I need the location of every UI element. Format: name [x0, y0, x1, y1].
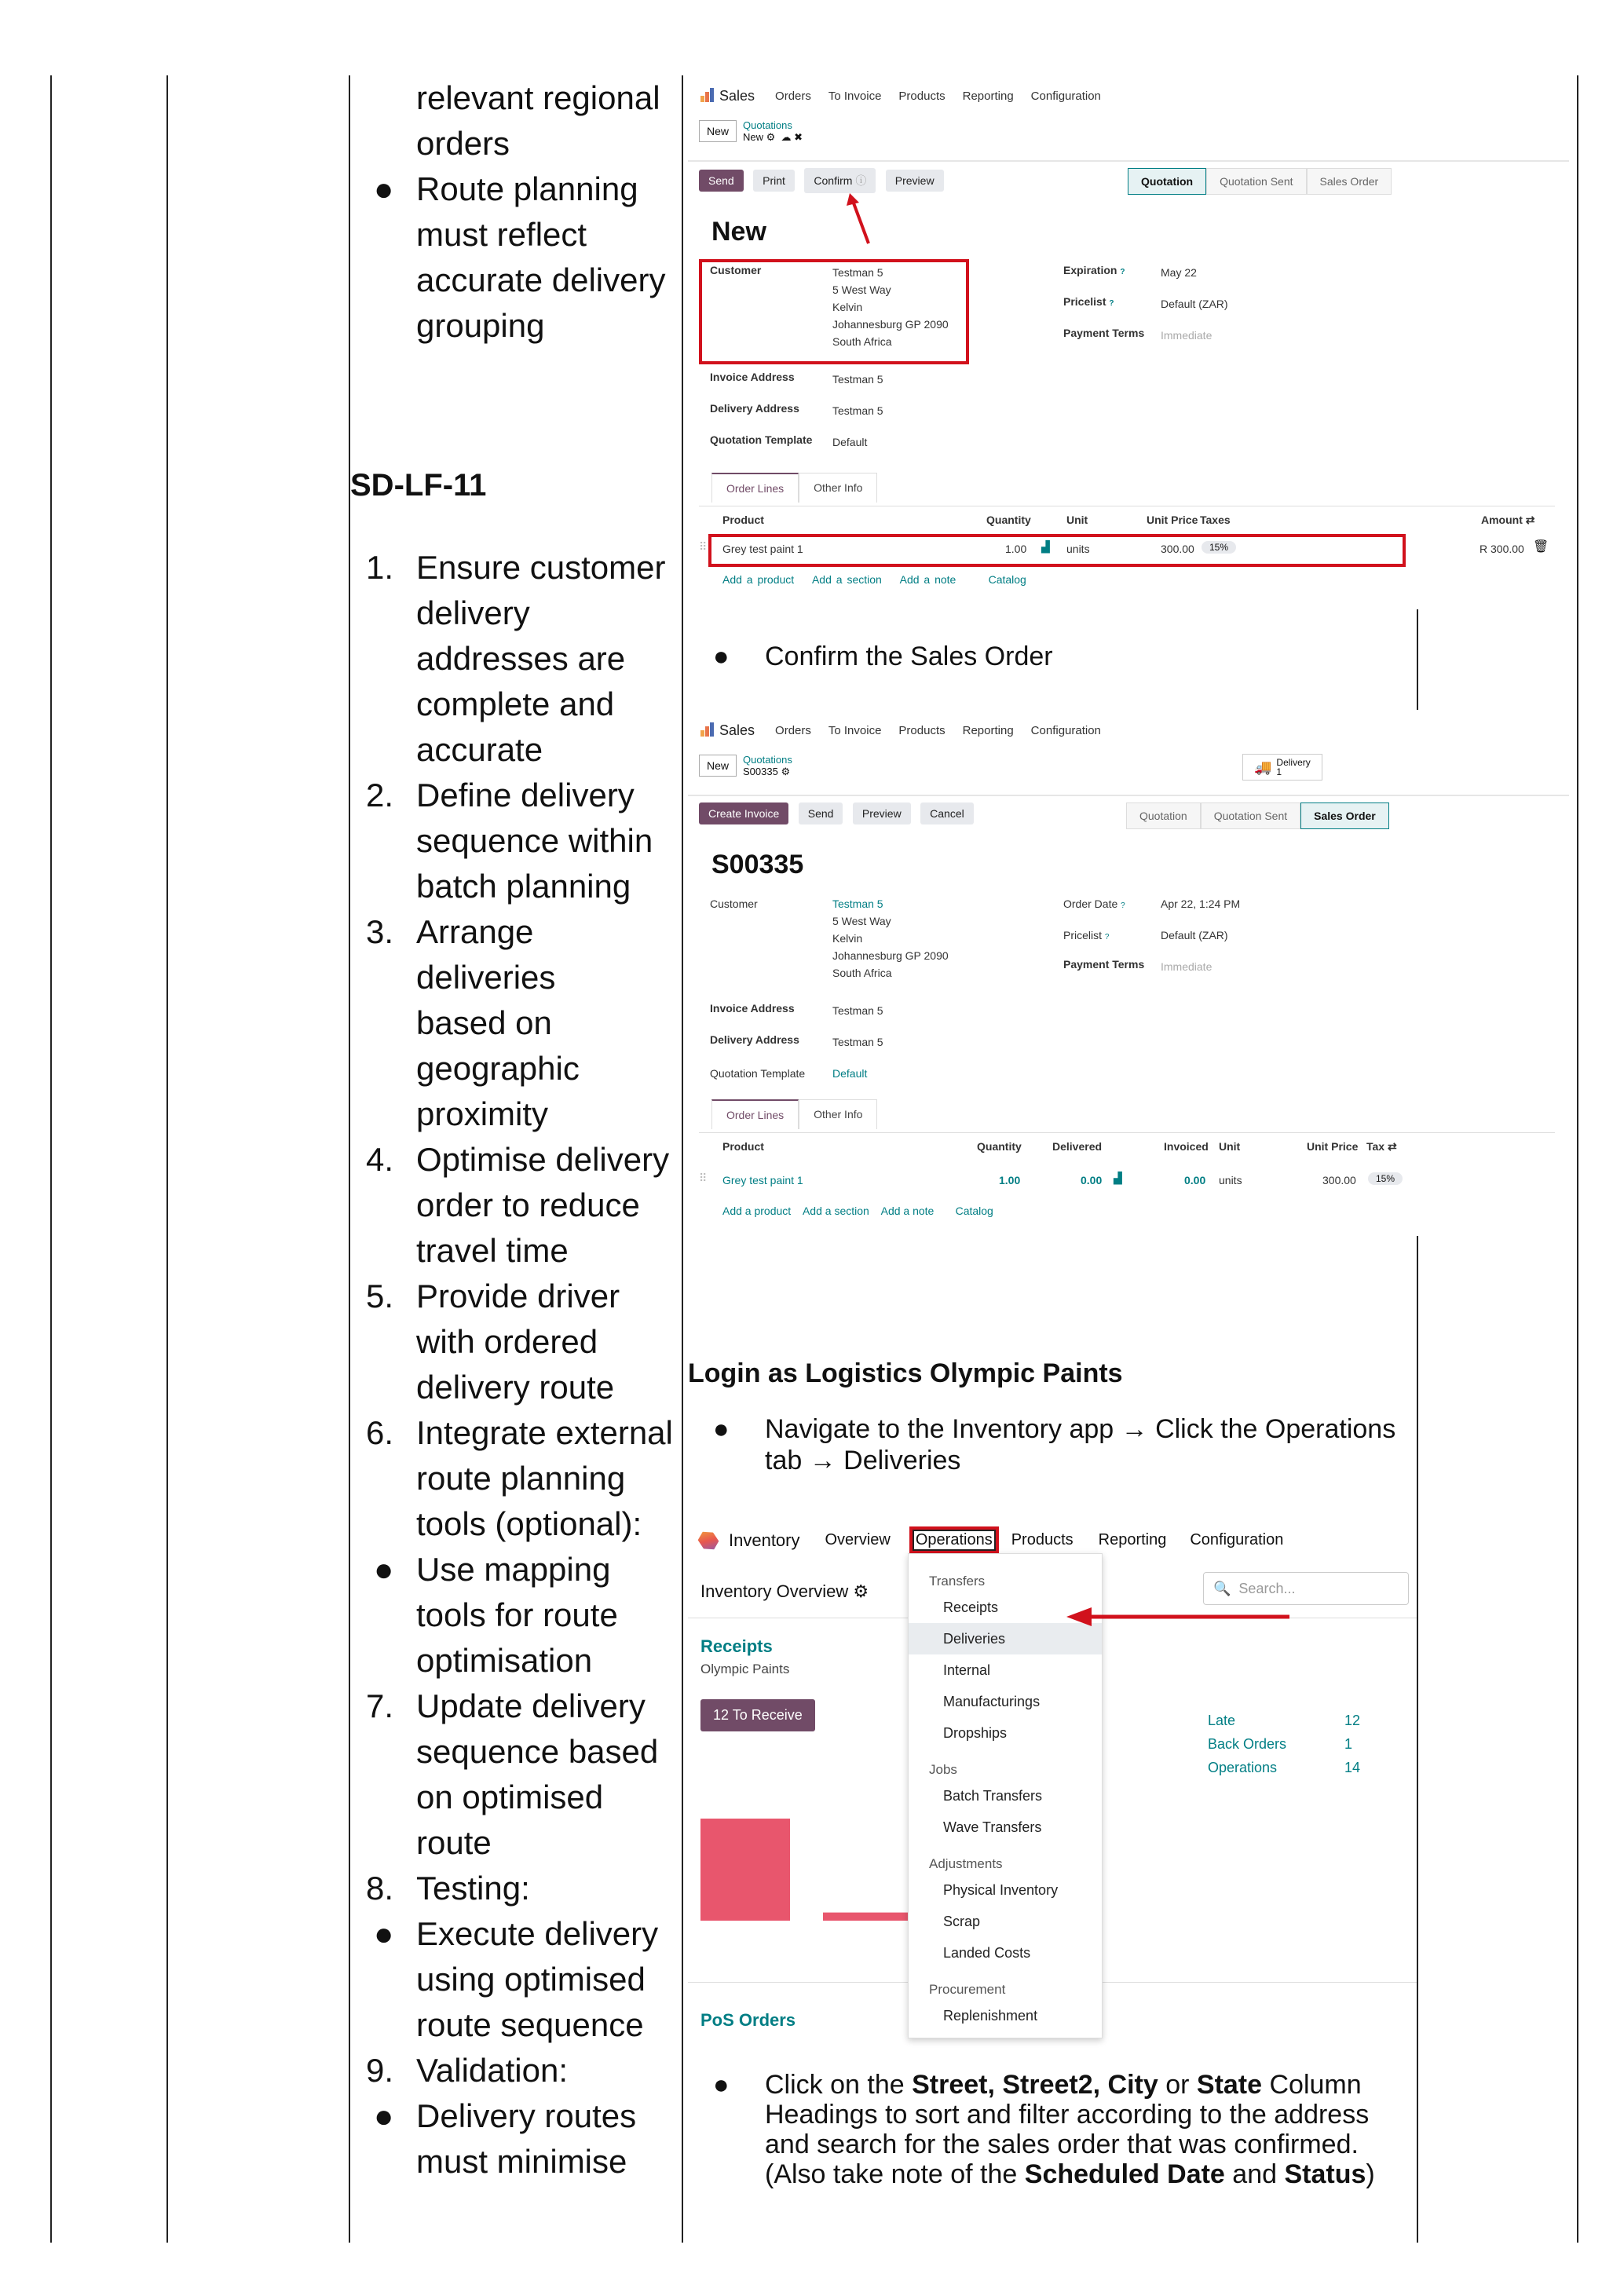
- delivery-count: 1: [1276, 766, 1282, 777]
- payment-terms-label: Payment Terms: [1063, 958, 1145, 971]
- gear-icon[interactable]: ⚙: [766, 131, 776, 143]
- step-item: [350, 1410, 680, 1547]
- receipts-title[interactable]: Receipts: [700, 1636, 773, 1656]
- add-note-link[interactable]: Add a note: [899, 573, 956, 586]
- catalog-link[interactable]: Catalog: [988, 573, 1026, 586]
- screenshot-sales-order: [688, 710, 1569, 1236]
- stat-backorders-label[interactable]: Back Orders: [1208, 1736, 1287, 1752]
- step-subbullet: [350, 1547, 680, 1684]
- text-line: relevant regional: [416, 79, 660, 116]
- nav-configuration[interactable]: Configuration: [1030, 723, 1101, 737]
- divider: [688, 160, 1569, 162]
- bullet-dot: ●: [374, 2097, 394, 2134]
- template-label: Quotation Template: [710, 433, 813, 446]
- text-line: orders: [416, 125, 510, 162]
- step-text-line: tools (optional):: [416, 1505, 642, 1542]
- instruction-text: and search for the sales order that was confirmed.: [765, 2130, 1359, 2159]
- delivery-address-value[interactable]: Testman 5: [832, 404, 883, 417]
- stage-quotation-sent[interactable]: Quotation Sent: [1201, 803, 1300, 829]
- step-text-line: Arrange deliveries: [416, 913, 556, 996]
- payment-terms-value[interactable]: Immediate: [1161, 960, 1213, 973]
- address-line[interactable]: Testman 5: [832, 898, 883, 910]
- step-number: 4.: [366, 1141, 394, 1178]
- step-text-line: optimisation: [416, 1642, 593, 1679]
- step-text-line: order to reduce: [416, 1186, 640, 1223]
- line-delivered: 0.00: [1081, 1174, 1103, 1186]
- pricelist-value[interactable]: Default (ZAR): [1161, 298, 1228, 310]
- step-text-line: Execute delivery: [416, 1915, 659, 1952]
- nav-products[interactable]: Products: [898, 89, 946, 103]
- menu-item-deliveries[interactable]: Deliveries: [909, 1623, 1102, 1654]
- screenshot-quotation: [688, 75, 1569, 609]
- line-invoiced: 0.00: [1184, 1174, 1206, 1186]
- red-arrow-icon: [1057, 1605, 1293, 1629]
- delivery-smart-button[interactable]: [1242, 754, 1322, 781]
- preview-button[interactable]: Preview: [886, 170, 944, 192]
- order-date-value[interactable]: Apr 22, 1:24 PM: [1161, 898, 1241, 910]
- forecast-chart-icon[interactable]: ▟: [1114, 1172, 1122, 1184]
- step-text-line: Use mapping: [416, 1551, 611, 1588]
- stat-operations-value[interactable]: 14: [1344, 1760, 1361, 1775]
- menu-group-label: Jobs: [929, 1762, 957, 1777]
- search-placeholder: Search...: [1238, 1580, 1296, 1596]
- tab-other-info[interactable]: Other Info: [799, 473, 877, 503]
- invoice-address-value[interactable]: Testman 5: [832, 373, 883, 386]
- step-text-line: geographic: [416, 1050, 580, 1087]
- nav-reporting[interactable]: Reporting: [1098, 1531, 1167, 1548]
- step-text-line: on optimised: [416, 1779, 604, 1815]
- app-name[interactable]: Sales: [719, 87, 755, 104]
- menu-item-physical-inventory[interactable]: Physical Inventory: [943, 1882, 1059, 1898]
- address-line: Kelvin: [832, 301, 863, 313]
- cancel-button[interactable]: Cancel: [920, 803, 974, 824]
- invoice-address-label: Invoice Address: [710, 371, 795, 383]
- order-date-label: Order Date ?: [1063, 898, 1125, 910]
- payment-terms-value[interactable]: Immediate: [1161, 329, 1213, 342]
- col-unit[interactable]: Unit: [1219, 1140, 1241, 1153]
- action-bar: [699, 168, 950, 193]
- nav-operations[interactable]: Operations: [909, 1526, 999, 1554]
- invoice-address-label: Invoice Address: [710, 1002, 795, 1015]
- nav-to-invoice[interactable]: To Invoice: [828, 723, 882, 737]
- step-item: [350, 545, 680, 773]
- discard-icon[interactable]: ✖: [794, 131, 803, 143]
- chart-bar: [823, 1913, 913, 1921]
- drag-handle-icon[interactable]: ⠿: [699, 540, 708, 553]
- nav-to-invoice[interactable]: To Invoice: [828, 89, 882, 103]
- address-line: 5 West Way: [832, 915, 891, 927]
- step-text-line: Provide driver: [416, 1278, 620, 1314]
- control-panel: [699, 119, 803, 143]
- line-product[interactable]: Grey test paint 1: [722, 1174, 803, 1186]
- menu-item-receipts[interactable]: Receipts: [943, 1600, 999, 1615]
- top-nav: [699, 1526, 1283, 1554]
- col-amount[interactable]: Amount ⇄: [1481, 514, 1535, 526]
- step-text-line: delivery route: [416, 1369, 615, 1406]
- breadcrumb-parent[interactable]: Quotations: [743, 754, 792, 766]
- table-border-4: [682, 75, 683, 2243]
- steps-list: [350, 545, 680, 2184]
- to-receive-button[interactable]: 12 To Receive: [700, 1699, 815, 1731]
- stat-late-label[interactable]: Late: [1208, 1713, 1236, 1728]
- step-number: 9.: [366, 2052, 394, 2089]
- step-text-line: using optimised: [416, 1961, 646, 1998]
- template-value[interactable]: Default: [832, 1067, 868, 1080]
- create-invoice-button[interactable]: Create Invoice: [699, 803, 788, 824]
- step-text-line: must minimise: [416, 2143, 627, 2180]
- step-subbullet: [350, 1911, 680, 2048]
- pricelist-label: Pricelist ?: [1063, 295, 1114, 308]
- instruction-text: Headings to sort and filter according to the address: [765, 2100, 1370, 2130]
- step-text-line: travel time: [416, 1232, 569, 1269]
- step-item: [350, 2048, 680, 2093]
- drag-handle-icon[interactable]: ⠿: [699, 1172, 708, 1184]
- line-unit[interactable]: units: [1219, 1174, 1242, 1186]
- table-border-6: [1577, 75, 1578, 2243]
- col-tax[interactable]: Tax ⇄: [1366, 1140, 1397, 1153]
- customer-address[interactable]: [832, 264, 949, 350]
- text-line: accurate delivery: [416, 261, 666, 298]
- stage-quotation[interactable]: Quotation: [1126, 803, 1201, 829]
- expiration-value[interactable]: May 22: [1161, 266, 1197, 279]
- line-tax-badge[interactable]: 15%: [1202, 541, 1236, 554]
- step-text-line: Update delivery: [416, 1687, 646, 1724]
- step-text-line: Validation:: [416, 2052, 569, 2089]
- top-nav: [688, 75, 1569, 116]
- step-text-line: based on: [416, 1004, 552, 1041]
- line-product[interactable]: Grey test paint 1: [722, 543, 803, 555]
- step-text-line: route planning: [416, 1460, 626, 1497]
- expiration-label: Expiration ?: [1063, 264, 1125, 276]
- address-line: South Africa: [832, 967, 892, 979]
- step-item: [350, 773, 680, 909]
- tab-divider: [699, 1132, 1555, 1133]
- step-text-line: Integrate external: [416, 1414, 673, 1451]
- menu-item-batch-transfers[interactable]: Batch Transfers: [943, 1788, 1043, 1804]
- new-button[interactable]: New: [699, 755, 737, 777]
- address-line: Johannesburg GP 2090: [832, 318, 949, 331]
- app-name[interactable]: Sales: [719, 722, 755, 738]
- step-text-line: Ensure customer: [416, 549, 666, 586]
- tab-order-lines[interactable]: Order Lines: [711, 473, 799, 503]
- instruction-confirm: ● Confirm the Sales Order: [713, 642, 1053, 671]
- step-text-line: accurate: [416, 731, 543, 768]
- step-item: [350, 909, 680, 1137]
- step-number: 1.: [366, 549, 394, 586]
- step-text-line: delivery: [416, 594, 530, 631]
- stat-late-value[interactable]: 12: [1344, 1713, 1361, 1728]
- instruction-text: tab → Deliveries: [765, 1446, 961, 1475]
- step-text-line: Delivery routes: [416, 2097, 637, 2134]
- preview-button[interactable]: Preview: [853, 803, 911, 824]
- add-section-link[interactable]: Add a section: [802, 1205, 869, 1217]
- bullet-dot: ●: [374, 1915, 394, 1952]
- stats: [1208, 1709, 1286, 1779]
- customer-label: Customer: [710, 898, 758, 910]
- highlight-order-line: [708, 534, 1406, 567]
- record-title: New: [711, 217, 766, 247]
- menu-item-manufacturings[interactable]: Manufacturings: [943, 1694, 1041, 1709]
- new-button[interactable]: New: [699, 120, 737, 142]
- delivery-address-value[interactable]: Testman 5: [832, 1036, 883, 1048]
- catalog-link[interactable]: Catalog: [955, 1205, 993, 1217]
- step-item: [350, 1866, 680, 1911]
- text-line: must reflect: [416, 216, 587, 253]
- bullet-item: ● Route planning must reflect accurate delivery grouping: [350, 166, 680, 349]
- menu-item-landed-costs[interactable]: Landed Costs: [943, 1945, 1031, 1961]
- menu-item-dropships[interactable]: Dropships: [943, 1725, 1008, 1741]
- line-unit[interactable]: units: [1066, 543, 1090, 555]
- menu-item-scrap[interactable]: Scrap: [943, 1914, 981, 1929]
- login-heading: Login as Logistics Olympic Paints: [688, 1358, 1123, 1388]
- nav-products[interactable]: Products: [1011, 1531, 1074, 1548]
- step-item: [350, 1684, 680, 1866]
- pos-orders-title[interactable]: PoS Orders: [700, 2010, 796, 2030]
- gear-icon[interactable]: ⚙: [781, 766, 791, 777]
- sales-logo-icon: [699, 88, 715, 104]
- add-links: [722, 1205, 993, 1217]
- nav-overview[interactable]: Overview: [825, 1531, 891, 1548]
- stage-sales-order[interactable]: Sales Order: [1300, 803, 1389, 829]
- info-icon: ⓘ: [855, 174, 867, 187]
- step-text-line: addresses are: [416, 640, 626, 677]
- address-line: Kelvin: [832, 932, 863, 945]
- breadcrumb-current: New: [743, 131, 764, 143]
- step-text-line: Testing:: [416, 1870, 530, 1907]
- menu-group-label: Procurement: [929, 1982, 1006, 1997]
- nav-reporting[interactable]: Reporting: [962, 89, 1014, 103]
- step-text-line: Define delivery: [416, 777, 635, 813]
- step-text-line: proximity: [416, 1095, 549, 1132]
- line-quantity[interactable]: 1.00: [999, 1174, 1021, 1186]
- step-number: 8.: [366, 1870, 394, 1907]
- step-number: 2.: [366, 777, 394, 813]
- add-product-link[interactable]: Add a product: [722, 573, 795, 586]
- nav-configuration[interactable]: Configuration: [1030, 89, 1101, 103]
- col-unit-price[interactable]: Unit Price: [1147, 514, 1198, 526]
- search-input[interactable]: [1203, 1572, 1409, 1605]
- add-section-link[interactable]: Add a section: [811, 573, 882, 586]
- action-bar: [699, 803, 980, 824]
- col-invoiced[interactable]: Invoiced: [1164, 1140, 1209, 1153]
- nav-reporting[interactable]: Reporting: [962, 723, 1014, 737]
- trash-icon[interactable]: 🗑: [1533, 540, 1549, 554]
- tab-order-lines[interactable]: Order Lines: [711, 1099, 799, 1129]
- confirm-button[interactable]: [804, 168, 876, 193]
- line-unit-price[interactable]: 300.00: [1322, 1174, 1356, 1186]
- breadcrumb-current: S00335: [743, 766, 778, 777]
- template-value[interactable]: Default: [832, 436, 868, 448]
- top-nav: [688, 710, 1569, 751]
- nav-orders[interactable]: Orders: [775, 89, 811, 103]
- form-tabs: [711, 1099, 877, 1129]
- step-text-line: Optimise delivery: [416, 1141, 670, 1178]
- pricelist-label: Pricelist ?: [1063, 929, 1110, 941]
- address-line: Testman 5: [832, 266, 883, 279]
- receipts-warehouse: Olympic Paints: [700, 1662, 790, 1676]
- step-text-line: with ordered: [416, 1323, 598, 1360]
- nav-orders[interactable]: Orders: [775, 723, 811, 737]
- col-delivered[interactable]: Delivered: [1052, 1140, 1103, 1153]
- line-tax-badge[interactable]: 15%: [1368, 1172, 1403, 1185]
- forecast-chart-icon[interactable]: ▟: [1041, 540, 1050, 553]
- breadcrumb: [743, 754, 792, 777]
- screenshot-inventory: [688, 1508, 1417, 2057]
- tab-other-info[interactable]: Other Info: [799, 1099, 877, 1129]
- step-text-line: tools for route: [416, 1596, 618, 1633]
- delivery-label: Delivery: [1276, 757, 1311, 768]
- record-title: S00335: [711, 850, 804, 879]
- section-id: SD-LF-11: [350, 468, 487, 503]
- instruction-text: Navigate to the Inventory app → Click the Operations: [765, 1414, 1396, 1444]
- menu-item-internal[interactable]: Internal: [943, 1662, 991, 1678]
- overview-title: Inventory Overview ⚙: [700, 1581, 869, 1601]
- status-bar: [1126, 803, 1389, 829]
- stat-operations-label[interactable]: Operations: [1208, 1760, 1278, 1775]
- payment-terms-label: Payment Terms: [1063, 327, 1145, 339]
- col-quantity[interactable]: Quantity: [977, 1140, 1022, 1153]
- instruction-text: Confirm the Sales Order: [765, 642, 1053, 671]
- send-button[interactable]: Send: [799, 803, 843, 824]
- customer-label: Customer: [710, 264, 762, 276]
- address-line: 5 West Way: [832, 283, 891, 296]
- step-number: 6.: [366, 1414, 394, 1451]
- instruction-sort: ● Click on the Street, Street2, City or State Column Headings to sort and filter according to the address and search for the sales order that was confirmed. (Also take note of the Scheduled Date and Status): [713, 2070, 1375, 2189]
- step-number: 3.: [366, 913, 394, 950]
- delivery-address-label: Delivery Address: [710, 402, 799, 415]
- line-amount: R 300.00: [1480, 543, 1524, 555]
- address-line: Johannesburg GP 2090: [832, 949, 949, 962]
- inventory-logo-icon: [696, 1527, 722, 1553]
- add-links: [722, 573, 1026, 586]
- breadcrumb-parent[interactable]: Quotations: [743, 119, 792, 131]
- stat-backorders-value[interactable]: 1: [1344, 1736, 1353, 1752]
- divider: [688, 795, 1569, 796]
- delivery-address-label: Delivery Address: [710, 1033, 799, 1046]
- col-product[interactable]: Product: [722, 514, 764, 526]
- chart-bar: [700, 1819, 790, 1921]
- template-label: Quotation Template: [710, 1067, 806, 1080]
- print-button[interactable]: Print: [753, 170, 795, 192]
- col-unit-price[interactable]: Unit Price: [1307, 1140, 1359, 1153]
- line-quantity[interactable]: 1.00: [1005, 543, 1027, 555]
- sales-logo-icon: [699, 722, 715, 738]
- step-text-line: batch planning: [416, 868, 631, 905]
- status-bar: [1128, 168, 1392, 195]
- table-border-1: [50, 75, 52, 2243]
- step-item: [350, 1137, 680, 1274]
- nav-products[interactable]: Products: [898, 723, 946, 737]
- stage-quotation[interactable]: Quotation: [1128, 168, 1206, 195]
- step-subbullet: [350, 2093, 680, 2184]
- app-name[interactable]: Inventory: [729, 1530, 800, 1550]
- send-button[interactable]: Send: [699, 170, 744, 192]
- menu-group-label: Adjustments: [929, 1856, 1003, 1871]
- pricelist-value[interactable]: Default (ZAR): [1161, 929, 1228, 941]
- text-line: grouping: [416, 307, 545, 344]
- line-unit-price[interactable]: 300.00: [1161, 543, 1194, 555]
- search-icon: 🔍: [1213, 1580, 1231, 1596]
- menu-item-wave-transfers[interactable]: Wave Transfers: [943, 1819, 1042, 1835]
- instruction-navigate: ● Navigate to the Inventory app → Click the Operations tab → Deliveries: [713, 1414, 1396, 1475]
- step-text-line: route sequence: [416, 2006, 644, 2043]
- col-taxes[interactable]: Taxes: [1200, 514, 1231, 526]
- bullet-dot: ●: [374, 1551, 394, 1588]
- truck-icon: 🚚: [1254, 759, 1272, 775]
- menu-group-label: Transfers: [929, 1574, 986, 1589]
- gear-icon[interactable]: ⚙: [853, 1581, 869, 1601]
- invoice-address-value[interactable]: Testman 5: [832, 1004, 883, 1017]
- step-text-line: sequence based: [416, 1733, 659, 1770]
- table-border-2: [166, 75, 168, 2243]
- stats-values: [1344, 1709, 1360, 1779]
- add-product-link[interactable]: Add a product: [722, 1205, 792, 1217]
- control-panel: [699, 754, 792, 777]
- menu-item-replenishment[interactable]: Replenishment: [943, 2008, 1038, 2024]
- text-line: Route planning: [416, 170, 638, 207]
- red-arrow-icon: [837, 192, 884, 247]
- confirm-label: Confirm: [814, 174, 853, 187]
- step-number: 7.: [366, 1687, 394, 1724]
- step-text-line: route: [416, 1824, 492, 1861]
- nav-configuration[interactable]: Configuration: [1190, 1531, 1284, 1548]
- customer-address[interactable]: [832, 895, 949, 982]
- receipts-bar-chart: [700, 1819, 936, 1921]
- step-item: [350, 1274, 680, 1410]
- step-text-line: sequence within: [416, 822, 653, 859]
- stage-quotation-sent[interactable]: Quotation Sent: [1206, 168, 1306, 195]
- step-text-line: complete and: [416, 686, 615, 722]
- add-note-link[interactable]: Add a note: [880, 1205, 935, 1217]
- col-product[interactable]: Product: [722, 1140, 764, 1153]
- breadcrumb: [743, 119, 803, 143]
- address-line: South Africa: [832, 335, 892, 348]
- step-number: 5.: [366, 1278, 394, 1314]
- col-unit[interactable]: Unit: [1066, 514, 1088, 526]
- stage-sales-order[interactable]: Sales Order: [1307, 168, 1392, 195]
- col-quantity[interactable]: Quantity: [986, 514, 1031, 526]
- form-tabs: [711, 473, 877, 503]
- left-top-text: [350, 75, 680, 349]
- cloud-save-icon[interactable]: ☁: [781, 131, 792, 143]
